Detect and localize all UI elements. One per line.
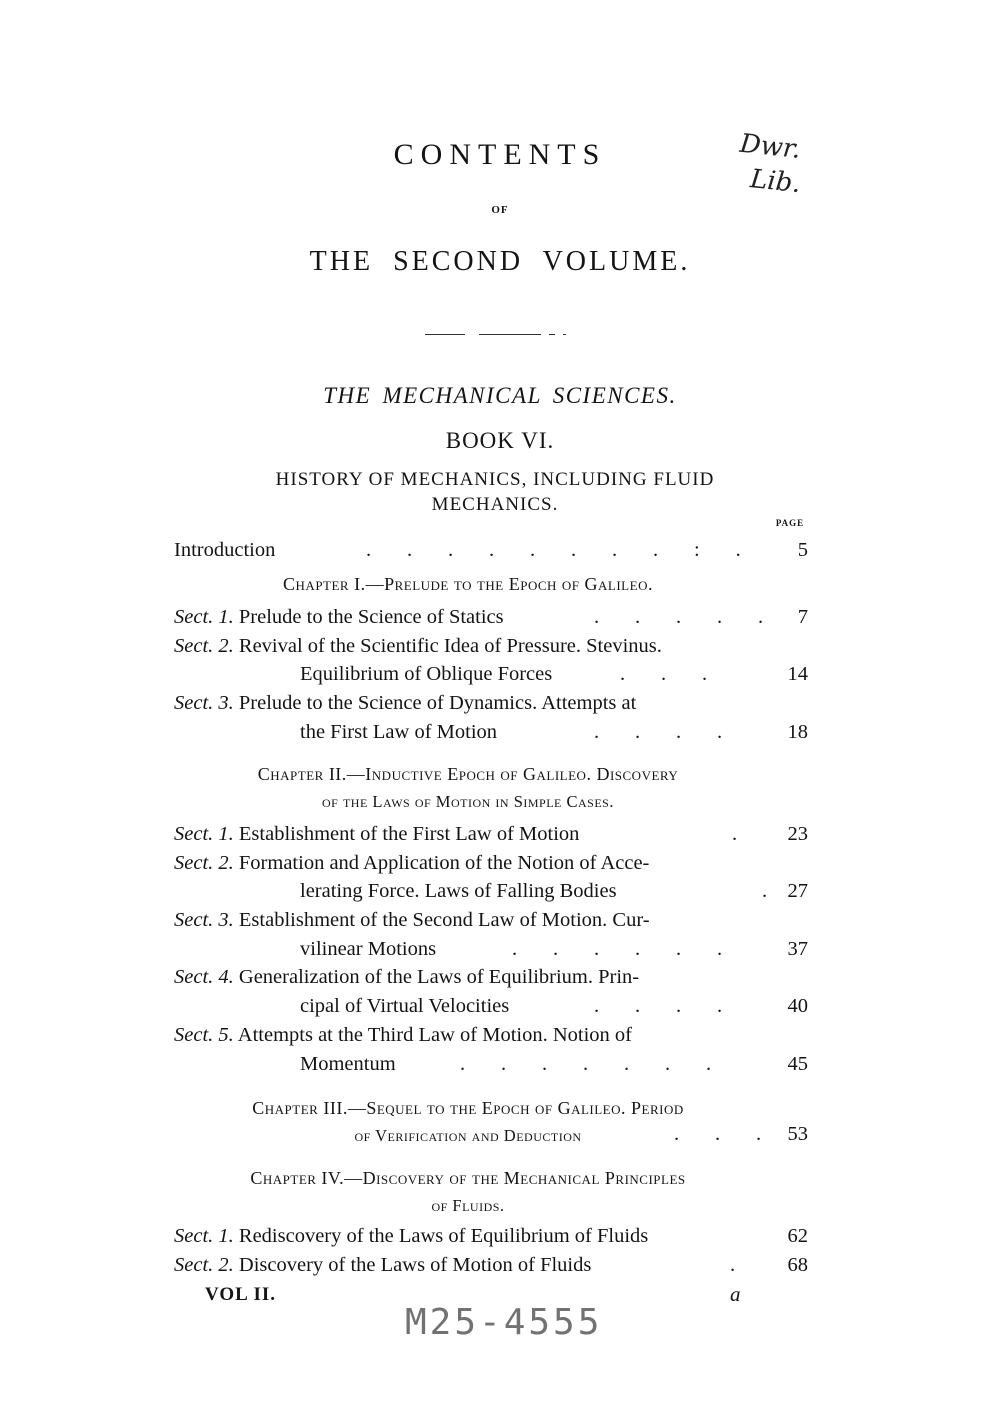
toc-entry[interactable] xyxy=(174,603,810,632)
section-label: Sect. 4. xyxy=(174,966,234,988)
toc-entry-continuation[interactable] xyxy=(300,718,810,747)
chapter-2-heading[interactable] xyxy=(174,760,762,816)
book-heading xyxy=(190,467,800,517)
page-number: 45 xyxy=(787,1053,808,1075)
toc-entry[interactable] xyxy=(174,820,810,849)
leader-dots: . xyxy=(732,823,738,845)
handwritten-annotation xyxy=(735,127,806,201)
entry-text: Establishment of the First Law of Motion xyxy=(238,823,580,845)
entry-text: Prelude to the Science of Dynamics. Attempts at xyxy=(238,692,637,714)
entry-text: Introduction xyxy=(174,539,276,561)
section-label: Sect. 2. xyxy=(174,852,234,874)
toc-entry-continuation[interactable] xyxy=(300,877,810,906)
page-number: 23 xyxy=(787,823,808,845)
annotation-line-2: Lib. xyxy=(748,164,803,200)
part-title: THE MECHANICAL SCIENCES. xyxy=(323,383,677,408)
chapter-3-heading-line-2: of Verification and Deduction xyxy=(354,1126,582,1145)
chapter-4-heading[interactable] xyxy=(174,1164,762,1220)
chapter-2-heading-line-2: of the Laws of Motion in Simple Cases. xyxy=(322,792,614,811)
page-number: 37 xyxy=(787,938,808,960)
entry-text: Equilibrium of Oblique Forces xyxy=(300,663,553,685)
section-label: Sect. 1. xyxy=(174,823,234,845)
entry-text: Rediscovery of the Laws of Equilibrium of Fluids xyxy=(238,1225,649,1247)
leader-dots: . . . . xyxy=(594,721,723,743)
page-number: 18 xyxy=(787,721,808,743)
page-number: 7 xyxy=(797,606,808,628)
entry-text: Generalization of the Laws of Equilibrium. Prin- xyxy=(238,966,640,988)
leader-dots: . . . xyxy=(620,663,708,685)
entry-text: cipal of Virtual Velocities xyxy=(300,995,510,1017)
section-label: Sect. 2. xyxy=(174,635,234,657)
library-stamp: M25-4555 xyxy=(405,1302,603,1343)
entry-text: Establishment of the Second Law of Motion. Cur- xyxy=(238,909,650,931)
chapter-1-heading[interactable]: Chapter I.—Prelude to the Epoch of Galileo. xyxy=(283,574,653,594)
page-number: 14 xyxy=(787,663,808,685)
toc-entry[interactable] xyxy=(174,1251,810,1280)
toc-entry-continuation[interactable] xyxy=(300,935,810,964)
section-label: Sect. 2. xyxy=(174,1254,234,1276)
book-label: BOOK VI. xyxy=(445,428,555,453)
section-label: Sect. 5. xyxy=(174,1024,234,1046)
gathering-signature: a xyxy=(730,1282,741,1306)
leader-dots: . . . . . . . xyxy=(460,1053,712,1075)
book-heading-line-1: HISTORY OF MECHANICS, INCLUDING FLUID xyxy=(275,469,715,490)
toc-entry[interactable] xyxy=(174,1021,810,1050)
entry-text: vilinear Motions xyxy=(300,938,437,960)
page-number: 5 xyxy=(797,539,808,561)
toc-entry-introduction[interactable] xyxy=(174,536,810,565)
entry-text: Discovery of the Laws of Motion of Fluids xyxy=(238,1254,592,1276)
entry-text: Revival of the Scientific Idea of Pressure. Stevinus. xyxy=(238,635,662,657)
book-heading-line-2: MECHANICS. xyxy=(431,494,559,515)
entry-text: Prelude to the Science of Statics xyxy=(238,606,504,628)
leader-dots: . xyxy=(730,1254,736,1276)
entry-text: the First Law of Motion xyxy=(300,721,498,743)
chapter-3-page xyxy=(174,1120,810,1149)
entry-text: Momentum xyxy=(300,1053,396,1075)
entry-text: lerating Force. Laws of Falling Bodies xyxy=(300,880,617,902)
toc-entry[interactable] xyxy=(174,689,810,718)
page-number: 27 xyxy=(787,880,808,902)
volume-signature: VOL II. xyxy=(205,1284,277,1305)
page-column-label: PAGE xyxy=(775,518,805,528)
leader-dots: . . . . . . xyxy=(512,938,723,960)
section-label: Sect. 3. xyxy=(174,692,234,714)
page-title: CONTENTS xyxy=(393,138,607,171)
page-number: 53 xyxy=(787,1123,808,1145)
leader-dots: . . . . xyxy=(594,995,723,1017)
entry-text: Attempts at the Third Law of Motion. Notion of xyxy=(237,1024,632,1046)
chapter-2-heading-line-1: Chapter II.—Inductive Epoch of Galileo. Discovery xyxy=(257,764,679,784)
annotation-line-1: Dwr. xyxy=(738,128,803,166)
toc-entry[interactable] xyxy=(174,963,810,992)
toc-entry[interactable] xyxy=(174,849,810,878)
section-label: Sect. 1. xyxy=(174,1225,234,1247)
toc-entry-continuation[interactable] xyxy=(300,992,810,1021)
chapter-4-heading-line-2: of Fluids. xyxy=(431,1196,505,1215)
volume-subtitle: THE SECOND VOLUME. xyxy=(309,246,691,277)
toc-entry-continuation[interactable] xyxy=(300,660,810,689)
toc-entry[interactable] xyxy=(174,632,810,661)
entry-text: Formation and Application of the Notion of Acce- xyxy=(238,852,650,874)
chapter-3-heading-line-1: Chapter III.—Sequel to the Epoch of Galileo. Period xyxy=(252,1098,684,1118)
page-number: 40 xyxy=(787,995,808,1017)
section-label: Sect. 3. xyxy=(174,909,234,931)
leader-dots: . . . . . . . . : . xyxy=(366,539,741,561)
toc-entry-continuation[interactable] xyxy=(300,1050,810,1079)
leader-dots: . . . xyxy=(674,1123,762,1145)
section-label: Sect. 1. xyxy=(174,606,234,628)
leader-dots: . . . . . xyxy=(594,606,764,628)
title-connector: OF xyxy=(491,204,509,216)
toc-entry[interactable] xyxy=(174,906,810,935)
section-rule xyxy=(425,334,565,336)
leader-dots: . xyxy=(762,880,768,902)
chapter-4-heading-line-1: Chapter IV.—Discovery of the Mechanical Principles xyxy=(250,1168,686,1188)
toc-entry[interactable] xyxy=(174,1222,810,1251)
page-number: 68 xyxy=(787,1254,808,1276)
page-number: 62 xyxy=(787,1225,808,1247)
